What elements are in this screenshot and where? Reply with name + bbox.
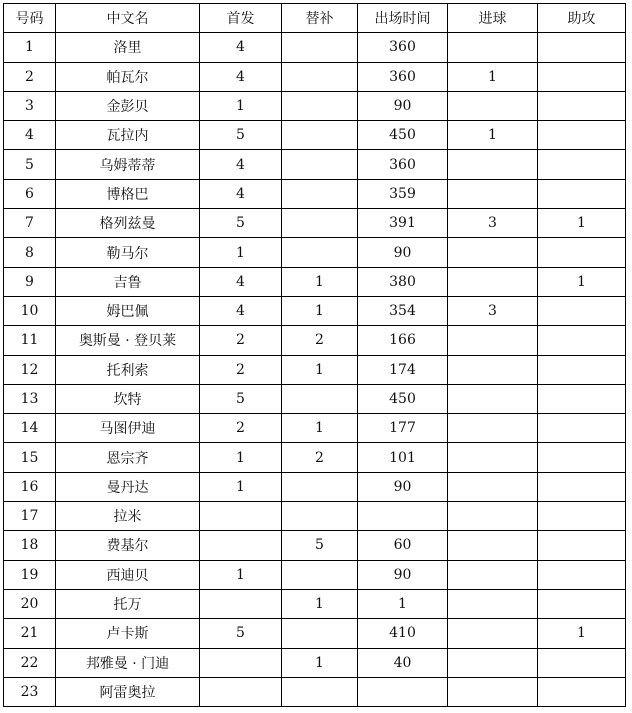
cell-substitutes [282, 91, 358, 120]
player-stats-table [3, 3, 626, 707]
header-number: 号码 [4, 4, 56, 33]
cell-number: 15 [4, 443, 56, 472]
cell-minutes: 174 [358, 355, 448, 384]
cell-goals [448, 472, 538, 501]
table-row [4, 531, 626, 560]
cell-assists [538, 91, 626, 120]
cell-number: 7 [4, 209, 56, 238]
table-row [4, 502, 626, 531]
cell-minutes: 380 [358, 267, 448, 296]
cell-goals: 3 [448, 296, 538, 325]
cell-name: 邦雅曼 · 门迪 [56, 648, 200, 677]
cell-name: 博格巴 [56, 179, 200, 208]
cell-minutes: 60 [358, 531, 448, 560]
table-row [4, 648, 626, 677]
cell-assists [538, 121, 626, 150]
cell-substitutes [282, 238, 358, 267]
cell-starts: 4 [200, 179, 282, 208]
cell-assists [538, 414, 626, 443]
cell-assists [538, 648, 626, 677]
cell-number: 8 [4, 238, 56, 267]
cell-name: 托万 [56, 589, 200, 618]
cell-starts: 4 [200, 150, 282, 179]
cell-starts: 4 [200, 62, 282, 91]
cell-number: 21 [4, 619, 56, 648]
cell-goals [448, 589, 538, 618]
cell-number: 16 [4, 472, 56, 501]
cell-goals [448, 238, 538, 267]
cell-substitutes [282, 179, 358, 208]
cell-starts [200, 589, 282, 618]
cell-minutes: 391 [358, 209, 448, 238]
cell-assists [538, 560, 626, 589]
cell-minutes: 101 [358, 443, 448, 472]
cell-starts: 4 [200, 267, 282, 296]
cell-minutes: 90 [358, 472, 448, 501]
cell-assists [538, 443, 626, 472]
cell-starts [200, 531, 282, 560]
table-row [4, 296, 626, 325]
cell-goals [448, 355, 538, 384]
cell-minutes: 90 [358, 560, 448, 589]
cell-name: 洛里 [56, 33, 200, 62]
cell-assists [538, 502, 626, 531]
cell-goals [448, 326, 538, 355]
cell-goals [448, 267, 538, 296]
cell-substitutes [282, 33, 358, 62]
cell-number: 22 [4, 648, 56, 677]
cell-substitutes [282, 121, 358, 150]
table-row [4, 560, 626, 589]
cell-goals [448, 677, 538, 706]
cell-minutes: 360 [358, 33, 448, 62]
cell-number: 20 [4, 589, 56, 618]
cell-goals [448, 560, 538, 589]
cell-substitutes [282, 62, 358, 91]
cell-substitutes [282, 619, 358, 648]
cell-starts: 2 [200, 355, 282, 384]
cell-minutes: 354 [358, 296, 448, 325]
cell-substitutes [282, 150, 358, 179]
cell-starts: 5 [200, 121, 282, 150]
header-starts: 首发 [200, 4, 282, 33]
cell-minutes: 40 [358, 648, 448, 677]
cell-name: 恩宗齐 [56, 443, 200, 472]
cell-number: 14 [4, 414, 56, 443]
cell-name: 曼丹达 [56, 472, 200, 501]
cell-substitutes [282, 209, 358, 238]
cell-assists [538, 296, 626, 325]
cell-substitutes: 2 [282, 326, 358, 355]
cell-starts: 5 [200, 209, 282, 238]
cell-minutes: 177 [358, 414, 448, 443]
cell-name: 费基尔 [56, 531, 200, 560]
cell-number: 10 [4, 296, 56, 325]
cell-number: 4 [4, 121, 56, 150]
header-chinese-name: 中文名 [56, 4, 200, 33]
cell-assists [538, 179, 626, 208]
cell-number: 9 [4, 267, 56, 296]
table-row [4, 179, 626, 208]
cell-assists [538, 531, 626, 560]
table-row [4, 589, 626, 618]
table-row [4, 619, 626, 648]
cell-minutes: 1 [358, 589, 448, 618]
cell-substitutes: 1 [282, 414, 358, 443]
cell-starts: 2 [200, 326, 282, 355]
cell-assists [538, 472, 626, 501]
cell-number: 13 [4, 384, 56, 413]
cell-assists [538, 33, 626, 62]
cell-goals [448, 414, 538, 443]
cell-substitutes: 1 [282, 267, 358, 296]
cell-minutes: 90 [358, 91, 448, 120]
cell-minutes: 166 [358, 326, 448, 355]
cell-number: 3 [4, 91, 56, 120]
header-assists: 助攻 [538, 4, 626, 33]
cell-starts: 1 [200, 91, 282, 120]
cell-goals [448, 384, 538, 413]
cell-name: 坎特 [56, 384, 200, 413]
cell-number: 23 [4, 677, 56, 706]
cell-starts: 1 [200, 238, 282, 267]
cell-starts: 1 [200, 560, 282, 589]
cell-starts: 4 [200, 33, 282, 62]
cell-name: 奥斯曼 · 登贝莱 [56, 326, 200, 355]
cell-goals [448, 531, 538, 560]
cell-number: 1 [4, 33, 56, 62]
cell-number: 17 [4, 502, 56, 531]
cell-name: 托利索 [56, 355, 200, 384]
cell-minutes: 90 [358, 238, 448, 267]
cell-substitutes: 1 [282, 296, 358, 325]
cell-goals [448, 179, 538, 208]
cell-name: 格列兹曼 [56, 209, 200, 238]
cell-name: 西迪贝 [56, 560, 200, 589]
cell-minutes: 450 [358, 384, 448, 413]
cell-substitutes [282, 472, 358, 501]
cell-substitutes [282, 677, 358, 706]
cell-assists [538, 150, 626, 179]
cell-substitutes: 1 [282, 355, 358, 384]
cell-goals [448, 33, 538, 62]
cell-number: 5 [4, 150, 56, 179]
cell-name: 马图伊迪 [56, 414, 200, 443]
cell-name: 阿雷奥拉 [56, 677, 200, 706]
cell-name: 勒马尔 [56, 238, 200, 267]
cell-assists: 1 [538, 267, 626, 296]
cell-substitutes [282, 502, 358, 531]
cell-goals: 3 [448, 209, 538, 238]
cell-starts [200, 677, 282, 706]
cell-assists [538, 326, 626, 355]
cell-assists [538, 384, 626, 413]
cell-substitutes [282, 560, 358, 589]
table-row [4, 91, 626, 120]
cell-assists: 1 [538, 209, 626, 238]
cell-substitutes: 5 [282, 531, 358, 560]
cell-starts [200, 648, 282, 677]
cell-assists: 1 [538, 619, 626, 648]
header-row [4, 4, 626, 33]
header-substitutes: 替补 [282, 4, 358, 33]
cell-number: 2 [4, 62, 56, 91]
table-row [4, 238, 626, 267]
cell-goals [448, 502, 538, 531]
cell-minutes: 450 [358, 121, 448, 150]
table-row [4, 677, 626, 706]
table-row [4, 384, 626, 413]
cell-name: 姆巴佩 [56, 296, 200, 325]
cell-number: 19 [4, 560, 56, 589]
table-row [4, 472, 626, 501]
table-row [4, 414, 626, 443]
cell-goals: 1 [448, 121, 538, 150]
table-row [4, 150, 626, 179]
cell-assists [538, 238, 626, 267]
cell-starts: 1 [200, 443, 282, 472]
cell-starts: 5 [200, 384, 282, 413]
cell-number: 11 [4, 326, 56, 355]
cell-assists [538, 62, 626, 91]
cell-minutes: 360 [358, 150, 448, 179]
cell-assists [538, 677, 626, 706]
cell-goals [448, 619, 538, 648]
cell-goals [448, 150, 538, 179]
header-goals: 进球 [448, 4, 538, 33]
cell-minutes [358, 677, 448, 706]
cell-minutes: 360 [358, 62, 448, 91]
cell-name: 瓦拉内 [56, 121, 200, 150]
cell-goals [448, 91, 538, 120]
cell-starts: 4 [200, 296, 282, 325]
cell-minutes [358, 502, 448, 531]
cell-substitutes: 1 [282, 589, 358, 618]
table-row [4, 267, 626, 296]
cell-name: 金彭贝 [56, 91, 200, 120]
cell-goals [448, 443, 538, 472]
cell-number: 6 [4, 179, 56, 208]
cell-substitutes: 2 [282, 443, 358, 472]
table-row [4, 33, 626, 62]
table-body [4, 33, 626, 707]
cell-starts: 1 [200, 472, 282, 501]
cell-name: 吉鲁 [56, 267, 200, 296]
table-row [4, 209, 626, 238]
cell-minutes: 410 [358, 619, 448, 648]
cell-name: 乌姆蒂蒂 [56, 150, 200, 179]
table-row [4, 326, 626, 355]
cell-substitutes: 1 [282, 648, 358, 677]
cell-name: 帕瓦尔 [56, 62, 200, 91]
cell-goals: 1 [448, 62, 538, 91]
table-row [4, 355, 626, 384]
table-row [4, 62, 626, 91]
cell-assists [538, 589, 626, 618]
cell-name: 卢卡斯 [56, 619, 200, 648]
cell-starts [200, 502, 282, 531]
cell-goals [448, 648, 538, 677]
table-row [4, 121, 626, 150]
cell-starts: 5 [200, 619, 282, 648]
cell-minutes: 359 [358, 179, 448, 208]
cell-starts: 2 [200, 414, 282, 443]
cell-number: 18 [4, 531, 56, 560]
cell-assists [538, 355, 626, 384]
cell-name: 拉米 [56, 502, 200, 531]
cell-substitutes [282, 384, 358, 413]
table-row [4, 443, 626, 472]
header-minutes-played: 出场时间 [358, 4, 448, 33]
cell-number: 12 [4, 355, 56, 384]
